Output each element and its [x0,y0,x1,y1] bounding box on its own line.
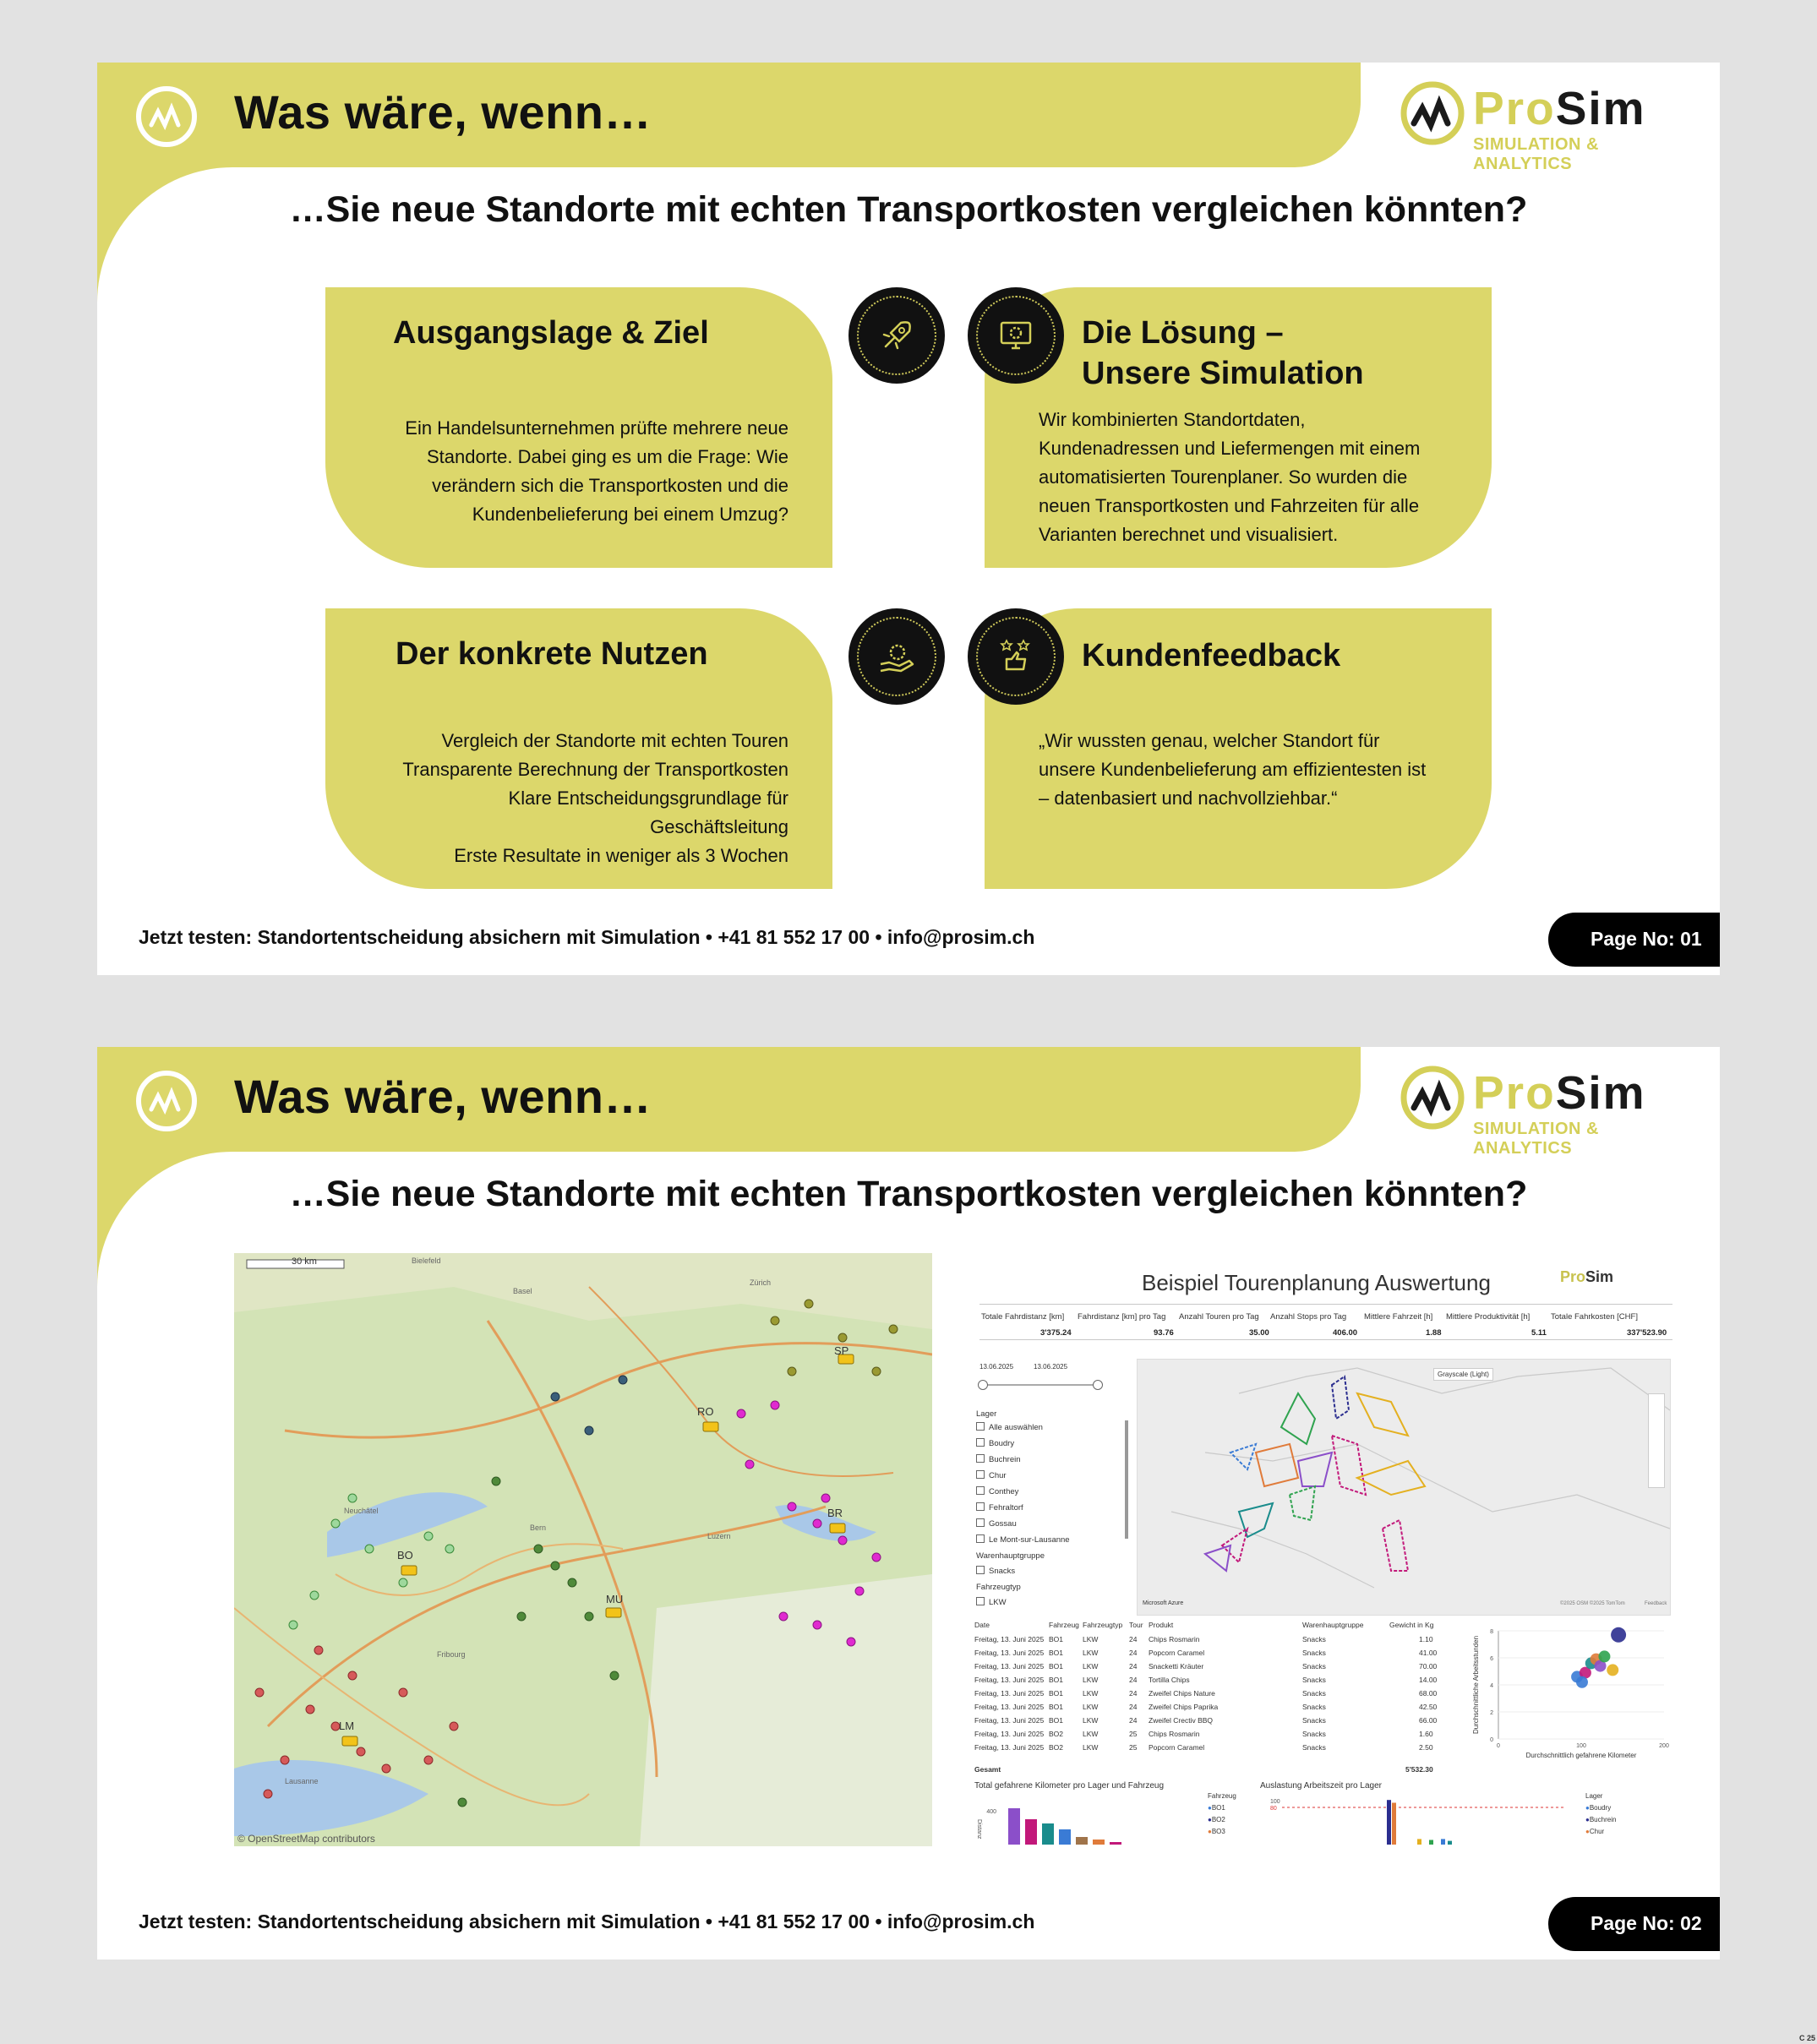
table-row [973,1730,1459,1743]
date-slider-track[interactable] [981,1384,1099,1386]
filter-option[interactable] [976,1566,1015,1576]
table-cell: Popcorn Caramel [1149,1743,1205,1752]
table-header: Warenhauptgruppe [1302,1621,1364,1629]
util-legend-title: Lager [1585,1792,1603,1800]
table-cell: BO2 [1049,1730,1064,1738]
util-bar [1417,1839,1421,1845]
table-cell: Snacks [1302,1703,1326,1711]
map-label-mu: MU [606,1593,624,1605]
card-line: „Wir wussten genau, welcher Standort für [1039,730,1380,751]
table-cell: Freitag, 13. Juni 2025 [974,1716,1045,1725]
scatter-ytick: 6 [1490,1656,1493,1662]
util-bar [1448,1841,1452,1845]
date-slider-handle[interactable] [1093,1380,1103,1390]
kpi-label: Anzahl Stops pro Tag [1270,1312,1347,1322]
map-place-name: Luzern [707,1532,731,1540]
header-title: Was wäre, wenn… [234,85,652,139]
map-style-button[interactable]: Grayscale (Light) [1433,1368,1493,1381]
scatter-ytick: 2 [1490,1710,1493,1716]
card-line: verändern sich die Transportkosten und die [432,475,788,496]
map-provider: Microsoft Azure [1143,1600,1184,1606]
card-line: Klare Entscheidungsgrundlage für [508,788,788,809]
filter-option-label: Conthey [989,1487,1019,1496]
table-cell: Chips Rosmarin [1149,1730,1200,1738]
card-line: Kundenadressen und Liefermengen mit einem [1039,438,1421,459]
table-cell: LKW [1083,1676,1099,1684]
date-to[interactable]: 13.06.2025 [1034,1363,1068,1371]
table-cell: LKW [1083,1635,1099,1643]
scatter-chart [1470,1621,1678,1773]
scatter-xtick: 100 [1576,1743,1586,1749]
table-cell: LKW [1083,1703,1099,1711]
dashboard-logo-pro: Pro [1560,1268,1586,1285]
bar-legend-item: ●BO3 [1208,1828,1225,1835]
filter-option-label: Gossau [989,1519,1017,1529]
table-cell: 24 [1129,1662,1138,1671]
table-total-row [973,1765,1459,1779]
table-cell: BO1 [1049,1649,1064,1657]
util-chart-title: Auslastung Arbeitszeit pro Lager [1260,1781,1382,1791]
table-total-value: 5'532.30 [1405,1765,1433,1774]
table-row [973,1662,1459,1676]
brand-sim: Sim [1555,1066,1646,1119]
bar [1042,1823,1054,1845]
table-cell: BO1 [1049,1689,1064,1698]
slide-subtitle: …Sie neue Standorte mit echten Transportkosten vergleichen könnten? [289,1174,1528,1214]
filter-option[interactable] [976,1454,1021,1464]
date-slider-handle[interactable] [978,1380,988,1390]
hand-gear-icon [876,635,918,678]
page-number: Page No: 02 [1591,1912,1702,1934]
dashboard-route-lines [1138,1360,1670,1615]
table-cell: 24 [1129,1649,1138,1657]
table-cell: Freitag, 13. Juni 2025 [974,1703,1045,1711]
kpi-value: 1.88 [1426,1328,1442,1338]
table-cell: BO1 [1049,1703,1064,1711]
card-line: Transparente Berechnung der Transportkosten [402,759,788,780]
map-scale: 30 km [292,1256,317,1267]
table-cell: 41.00 [1419,1649,1438,1657]
page-number: Page No: 01 [1591,928,1702,950]
table-cell: Snacks [1302,1662,1326,1671]
filter-vehicle-label: Fahrzeugtyp [976,1583,1021,1592]
table-cell: LKW [1083,1716,1099,1725]
card-title-line: Die Lösung – [1082,315,1284,351]
table-cell: 2.50 [1419,1743,1433,1752]
filter-scrollbar[interactable] [1125,1420,1128,1539]
kpi-value: 5.11 [1531,1328,1547,1338]
card-line: automatisierten Tourenplaner. So wurden die [1039,466,1408,488]
table-cell: Snacks [1302,1635,1326,1643]
footer-contact: Jetzt testen: Standortentscheidung absichern mit Simulation • +41 81 552 17 00 • info@prosim.ch [139,1910,1035,1932]
table-cell: 14.00 [1419,1676,1438,1684]
header-wave [97,167,232,303]
card-line: Erste Resultate in weniger als 3 Wochen [454,845,788,866]
table-cell: BO2 [1049,1743,1064,1752]
card-line: Standorte. Dabei ging es um die Frage: Wie [426,446,788,467]
card-ausgangslage [325,287,832,568]
bar-legend-title: Fahrzeug [1208,1792,1236,1800]
card-line: Kundenbelieferung bei einem Umzug? [472,504,788,525]
table-row [973,1716,1459,1730]
table-cell: BO1 [1049,1662,1064,1671]
kpi-label: Anzahl Touren pro Tag [1179,1312,1259,1322]
kpi-value: 93.76 [1154,1328,1174,1338]
bar [1076,1837,1088,1845]
brand-pro: Pro [1473,1066,1556,1119]
table-cell: Freitag, 13. Juni 2025 [974,1649,1045,1657]
table-cell: LKW [1083,1689,1099,1698]
table-cell: Popcorn Caramel [1149,1649,1205,1657]
scatter-ytick: 4 [1490,1683,1493,1689]
table-cell: BO1 [1049,1635,1064,1643]
filter-option-label: Alle auswählen [989,1423,1043,1432]
map-place-name: Neuchâtel [344,1507,379,1515]
brand-tagline: SIMULATION & ANALYTICS [1473,1120,1599,1158]
scatter-xtick: 0 [1497,1743,1500,1749]
table-cell: BO1 [1049,1676,1064,1684]
card-line: Wir kombinierten Standortdaten, [1039,409,1306,430]
table-cell: Freitag, 13. Juni 2025 [974,1662,1045,1671]
filter-option-label: Boudry [989,1439,1015,1448]
filter-option[interactable] [976,1422,1043,1432]
table-cell: 24 [1129,1703,1138,1711]
filter-group-label: Warenhauptgruppe [976,1551,1045,1561]
util-bar [1429,1840,1433,1845]
filter-option-label: Le Mont-sur-Lausanne [989,1535,1070,1545]
table-cell: Zweifel Crectiv BBQ [1149,1716,1214,1725]
card-body [402,727,788,870]
table-cell: Freitag, 13. Juni 2025 [974,1730,1045,1738]
map-label-lm: LM [339,1720,355,1732]
kpi-label: Totale Fahrkosten [CHF] [1551,1312,1638,1322]
prosim-brand-logo [1399,79,1699,173]
util-ytick: 80 [1270,1806,1277,1812]
table-cell: Freitag, 13. Juni 2025 [974,1635,1045,1643]
table-cell: Snacks [1302,1743,1326,1752]
rocket-badge [848,287,945,384]
table-cell: Snacks [1302,1649,1326,1657]
card-title-line: Unsere Simulation [1082,356,1364,391]
map-label-br: BR [827,1507,843,1519]
util-bar [1392,1803,1396,1845]
util-bar [1387,1800,1391,1845]
table-header: Tour [1129,1621,1143,1629]
bar [1025,1819,1037,1845]
kpi-value: 337'523.90 [1627,1328,1667,1338]
table-cell: LKW [1083,1743,1099,1752]
table-row [973,1635,1459,1649]
card-nutzen [325,608,832,889]
table-cell: BO1 [1049,1716,1064,1725]
card-title [1082,313,1364,394]
table-row [973,1689,1459,1703]
map-feedback-link[interactable]: Feedback [1645,1601,1667,1606]
route-map-canvas [234,1253,932,1846]
table-cell: 66.00 [1419,1716,1438,1725]
filter-option[interactable] [976,1438,1014,1448]
util-bar [1441,1839,1445,1845]
table-header: Date [974,1621,990,1629]
map-label-ro: RO [697,1405,714,1418]
bar [1110,1842,1121,1845]
bar [1093,1840,1105,1845]
table-cell: 68.00 [1419,1689,1438,1698]
table-row [973,1649,1459,1662]
table-cell: LKW [1083,1649,1099,1657]
map-place-name: Zürich [750,1278,772,1287]
table-cell: LKW [1083,1730,1099,1738]
util-ytick: 100 [1270,1799,1280,1805]
table-cell: 42.50 [1419,1703,1438,1711]
card-line: unsere Kundenbelieferung am effizientesten ist [1039,759,1427,780]
scatter-xtick: 200 [1659,1743,1669,1749]
card-line: Vergleich der Standorte mit echten Touren [441,730,788,751]
filter-option-label: Buchrein [989,1455,1021,1464]
page-number-pill [1548,913,1720,967]
table-row [973,1743,1459,1757]
map-place-name: Bielefeld [412,1256,441,1265]
card-body [1039,406,1420,549]
page-number-pill [1548,1897,1720,1951]
bar-legend-item: ●BO2 [1208,1816,1225,1823]
map-place-name: Lausanne [285,1777,319,1785]
scatter-point [1607,1664,1618,1676]
card-line: Geschäftsleitung [650,816,788,837]
table-cell: 24 [1129,1716,1138,1725]
kpi-label: Fahrdistanz [km] pro Tag [1078,1312,1166,1322]
dashboard-title: Beispiel Tourenplanung Auswertung [1142,1270,1491,1295]
table-cell: Freitag, 13. Juni 2025 [974,1689,1045,1698]
map-zoom-controls[interactable] [1648,1393,1665,1488]
filter-option-label: Snacks [989,1567,1016,1576]
table-header: Fahrzeugtyp [1083,1621,1123,1629]
table-cell: Tortilla Chips [1149,1676,1190,1684]
util-chart-svg [1260,1794,1564,1846]
table-cell: LKW [1083,1662,1099,1671]
scatter-ytick: 0 [1490,1737,1493,1743]
util-legend-item: ●Buchrein [1585,1816,1617,1823]
map-place-name: Fribourg [437,1650,466,1659]
table-header: Fahrzeug [1049,1621,1079,1629]
scatter-ytick: 8 [1490,1629,1493,1635]
card-title: Kundenfeedback [1082,638,1341,673]
table-cell: 25 [1129,1743,1138,1752]
dashboard-map[interactable] [1137,1359,1671,1616]
table-cell: Snacketti Kräuter [1149,1662,1204,1671]
brand-pro: Pro [1473,82,1556,134]
monitor-gear-icon [995,314,1037,357]
filter-option[interactable] [976,1502,1023,1513]
route-map[interactable] [234,1253,932,1846]
bar [1008,1808,1020,1845]
filter-option-label: Chur [989,1471,1007,1480]
slide-2 [97,1047,1720,1960]
table-cell: 1.60 [1419,1730,1433,1738]
scatter-ylabel: Durchschnittliche Arbeitsstunden [1472,1635,1480,1735]
map-attribution: © OpenStreetMap contributors [237,1833,375,1845]
dashboard-logo [1560,1268,1613,1286]
table-cell: Snacks [1302,1730,1326,1738]
map-label-sp: SP [834,1344,849,1357]
dashboard-screenshot [973,1253,1681,1846]
table-header: Gewicht in Kg [1389,1621,1434,1629]
filter-option[interactable] [976,1486,1018,1496]
table-header-row [973,1621,1459,1634]
kpi-label: Mittlere Produktivität [h] [1446,1312,1531,1322]
util-legend-item: ●Chur [1585,1828,1605,1835]
card-line: neuen Transportkosten und Fahrzeiten für alle [1039,495,1420,516]
card-line: – datenbasiert und nachvollziehbar.“ [1039,788,1338,809]
prosim-brand-icon [1399,79,1466,147]
footer-contact: Jetzt testen: Standortentscheidung absichern mit Simulation • +41 81 552 17 00 • info@prosim.ch [139,926,1035,948]
filter-option[interactable] [976,1470,1007,1480]
table-cell: Zweifel Chips Nature [1149,1689,1215,1698]
prosim-logo-mark-icon [136,1071,197,1131]
brand-tagline: SIMULATION & ANALYTICS [1473,135,1599,173]
table-total-label: Gesamt [974,1765,1001,1774]
brand-sim: Sim [1555,82,1646,134]
kpi-label: Totale Fahrdistanz [km] [981,1312,1065,1322]
product-table [973,1621,1463,1774]
table-cell: 24 [1129,1635,1138,1643]
header-title: Was wäre, wenn… [234,1070,652,1123]
card-body [1039,727,1426,813]
table-cell: Snacks [1302,1676,1326,1684]
card-title: Ausgangslage & Ziel [393,315,709,351]
scatter-point [1598,1650,1610,1662]
table-row [973,1676,1459,1689]
prosim-logo-mark-icon [136,86,197,147]
thumbs-up-stars-icon [995,635,1037,678]
card-title: Der konkrete Nutzen [396,636,708,672]
map-place-name: Bern [530,1523,547,1532]
filter-option[interactable] [976,1534,1070,1545]
map-label-bo: BO [397,1549,413,1562]
table-header: Produkt [1149,1621,1174,1629]
table-cell: Snacks [1302,1689,1326,1698]
kpi-value: 406.00 [1333,1328,1358,1338]
prosim-brand-icon [1399,1064,1466,1131]
scatter-chart-svg [1470,1621,1678,1773]
monitor-badge [968,287,1064,384]
bar [1059,1829,1071,1845]
table-cell: 1.10 [1419,1635,1433,1643]
filter-option[interactable] [976,1518,1017,1529]
table-row [973,1703,1459,1716]
kpi-label: Mittlere Fahrzeit [h] [1364,1312,1433,1322]
scatter-xlabel: Durchschnittlich gefahrene Kilometer [1525,1752,1637,1759]
table-cell: Zweifel Chips Paprika [1149,1703,1219,1711]
bar-chart-svg [973,1794,1209,1846]
table-cell: Snacks [1302,1716,1326,1725]
filter-option-label: Fehraltorf [989,1503,1023,1513]
card-line: Varianten berechnet und visualisiert. [1039,524,1339,545]
slide-subtitle: …Sie neue Standorte mit echten Transportkosten vergleichen könnten? [289,189,1528,230]
bar-chart-title: Total gefahrene Kilometer pro Lager und Fahrzeug [974,1781,1165,1791]
table-cell: 70.00 [1419,1662,1438,1671]
header-wave [97,1152,232,1287]
table-cell: 25 [1129,1730,1138,1738]
filter-lager-label: Lager [976,1409,997,1419]
kpi-value: 3'375.24 [1040,1328,1072,1338]
dashboard-logo-sim: Sim [1585,1268,1614,1285]
bar-ytick: 400 [986,1809,996,1815]
bar-ylabel: Distanz [976,1819,982,1840]
filter-option-label: LKW [989,1598,1007,1607]
card-line: Ein Handelsunternehmen prüfte mehrere neue [405,417,788,439]
bar-legend-item: ●BO1 [1208,1804,1225,1812]
thumbs-badge [968,608,1064,705]
map-place-name: Basel [513,1287,532,1295]
card-body [405,414,788,529]
corner-mark: C 25 [1798,2034,1815,2042]
rocket-icon [876,314,918,357]
scatter-point [1576,1676,1588,1688]
hand-gear-badge [848,608,945,705]
slide-1 [97,63,1720,975]
kpi-value: 35.00 [1249,1328,1269,1338]
table-cell: 24 [1129,1689,1138,1698]
table-cell: 24 [1129,1676,1138,1684]
scatter-point [1611,1627,1626,1643]
util-legend-item: ●Boudry [1585,1804,1612,1812]
date-from[interactable]: 13.06.2025 [979,1363,1014,1371]
prosim-brand-logo [1399,1064,1699,1158]
filter-option[interactable] [976,1597,1007,1607]
table-cell: Freitag, 13. Juni 2025 [974,1743,1045,1752]
map-copyright: ©2025 OSM ©2025 TomTom [1560,1601,1625,1606]
table-cell: Freitag, 13. Juni 2025 [974,1676,1045,1684]
table-cell: Chips Rosmarin [1149,1635,1200,1643]
